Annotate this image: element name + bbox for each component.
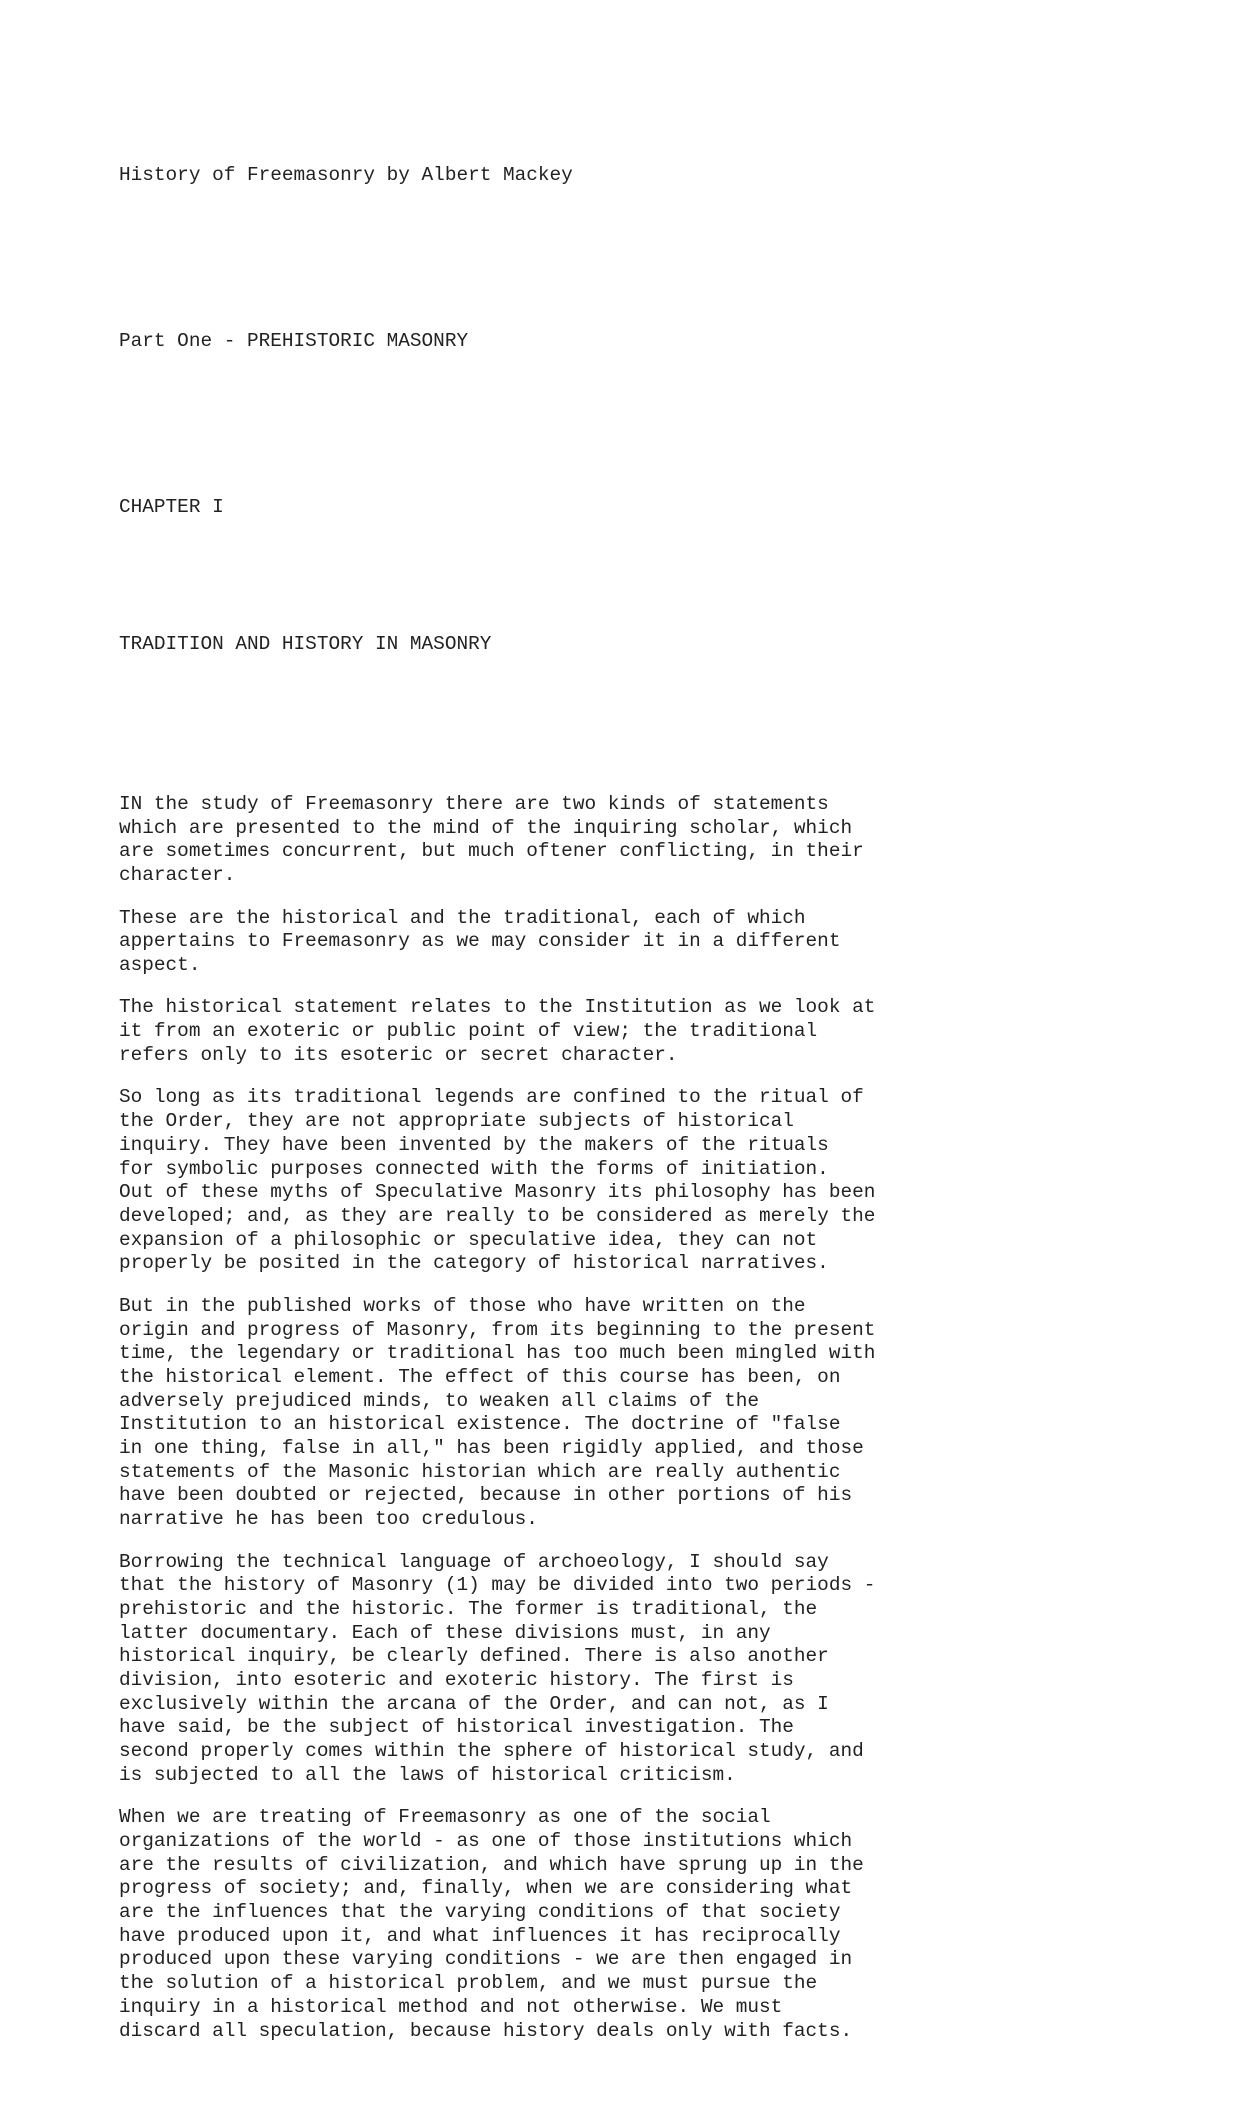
paragraph-line: exclusively within the arcana of the Order, and can not, as I (119, 1692, 829, 1715)
paragraph-line: for symbolic purposes connected with the forms of initiation. (119, 1157, 829, 1180)
paragraph-line: These are the historical and the traditional, each of which (119, 906, 806, 929)
paragraph-line: Institution to an historical existence. The doctrine of "false (119, 1413, 841, 1436)
paragraph-line: Borrowing the technical language of archoeology, I should say (119, 1550, 829, 1573)
paragraph-line: produced upon these varying conditions - we are then engaged in (119, 1948, 853, 1971)
paragraph-line: the Order, they are not appropriate subjects of historical (119, 1110, 794, 1133)
paragraph-line: Out of these myths of Speculative Masonry its philosophy has been (119, 1181, 876, 1204)
paragraph-line: origin and progress of Masonry, from its beginning to the present (119, 1318, 876, 1341)
paragraph-line: have said, be the subject of historical investigation. The (119, 1716, 794, 1739)
paragraph (119, 1295, 1179, 1532)
paragraph-line: properly be posited in the category of historical narratives. (119, 1252, 829, 1275)
paragraph-line: When we are treating of Freemasonry as one of the social (119, 1806, 771, 1829)
paragraph (119, 996, 1179, 1067)
paragraph-line: are the influences that the varying conditions of that society (119, 1901, 841, 1924)
paragraph-line: statements of the Masonic historian which are really authentic (119, 1460, 841, 1483)
chapter-title: TRADITION AND HISTORY IN MASONRY (119, 632, 492, 655)
paragraph-line: refers only to its esoteric or secret character. (119, 1043, 678, 1066)
paragraph (119, 1086, 1179, 1276)
paragraph-line: progress of society; and, finally, when we are considering what (119, 1877, 853, 1900)
paragraph-line: character. (119, 863, 236, 886)
paragraph-line: it from an exoteric or public point of view; the traditional (119, 1020, 818, 1043)
book-title: History of Freemasonry by Albert Mackey (119, 164, 573, 187)
paragraph-line: have produced upon it, and what influences it has reciprocally (119, 1924, 841, 1947)
paragraph (119, 793, 1179, 888)
paragraph-line: second properly comes within the sphere of historical study, and (119, 1740, 864, 1763)
paragraph-line: are the results of civilization, and which have sprung up in the (119, 1853, 864, 1876)
paragraph-line: appertains to Freemasonry as we may consider it in a different (119, 930, 841, 953)
paragraph-line: adversely prejudiced minds, to weaken all claims of the (119, 1389, 759, 1412)
paragraph-line: aspect. (119, 953, 201, 976)
paragraph-line: inquiry in a historical method and not otherwise. We must (119, 1995, 783, 2018)
paragraph-line: organizations of the world - as one of those institutions which (119, 1830, 853, 1853)
paragraph (119, 907, 1179, 978)
paragraph-line: narrative he has been too credulous. (119, 1508, 538, 1531)
paragraphs (119, 793, 1179, 2043)
paragraph-line: time, the legendary or traditional has too much been mingled with (119, 1342, 876, 1365)
paragraph-line: developed; and, as they are really to be considered as merely the (119, 1204, 876, 1227)
paragraph-line: that the history of Masonry (1) may be divided into two periods - (119, 1574, 876, 1597)
paragraph (119, 1551, 1179, 1788)
paragraph-line: prehistoric and the historic. The former is traditional, the (119, 1597, 818, 1620)
paragraph-line: But in the published works of those who have written on the (119, 1294, 806, 1317)
paragraph-line: have been doubted or rejected, because in other portions of his (119, 1484, 853, 1507)
paragraph-line: latter documentary. Each of these divisions must, in any (119, 1621, 771, 1644)
document-body (119, 117, 1179, 2110)
paragraph-line: the solution of a historical problem, and we must pursue the (119, 1972, 818, 1995)
paragraph-line: is subjected to all the laws of historical criticism. (119, 1763, 736, 1786)
paragraph-line: IN the study of Freemasonry there are two kinds of statements (119, 792, 829, 815)
paragraph-line: The historical statement relates to the Institution as we look at (119, 996, 876, 1019)
paragraph-line: in one thing, false in all," has been rigidly applied, and those (119, 1436, 864, 1459)
paragraph-line: historical inquiry, be clearly defined. There is also another (119, 1645, 829, 1668)
part-heading: Part One - PREHISTORIC MASONRY (119, 330, 469, 353)
chapter-number: CHAPTER I (119, 496, 224, 519)
paragraph-line: are sometimes concurrent, but much oftener conflicting, in their (119, 840, 864, 863)
paragraph-line: the historical element. The effect of this course has been, on (119, 1365, 841, 1388)
paragraph-line: division, into esoteric and exoteric history. The first is (119, 1669, 794, 1692)
paragraph-line: So long as its traditional legends are confined to the ritual of (119, 1086, 864, 1109)
paragraph-line: discard all speculation, because history deals only with facts. (119, 2019, 853, 2042)
paragraph-line: expansion of a philosophic or speculative idea, they can not (119, 1228, 818, 1251)
paragraph-line: inquiry. They have been invented by the makers of the rituals (119, 1133, 829, 1156)
paragraph (119, 1806, 1179, 2043)
paragraph-line: which are presented to the mind of the inquiring scholar, which (119, 816, 853, 839)
